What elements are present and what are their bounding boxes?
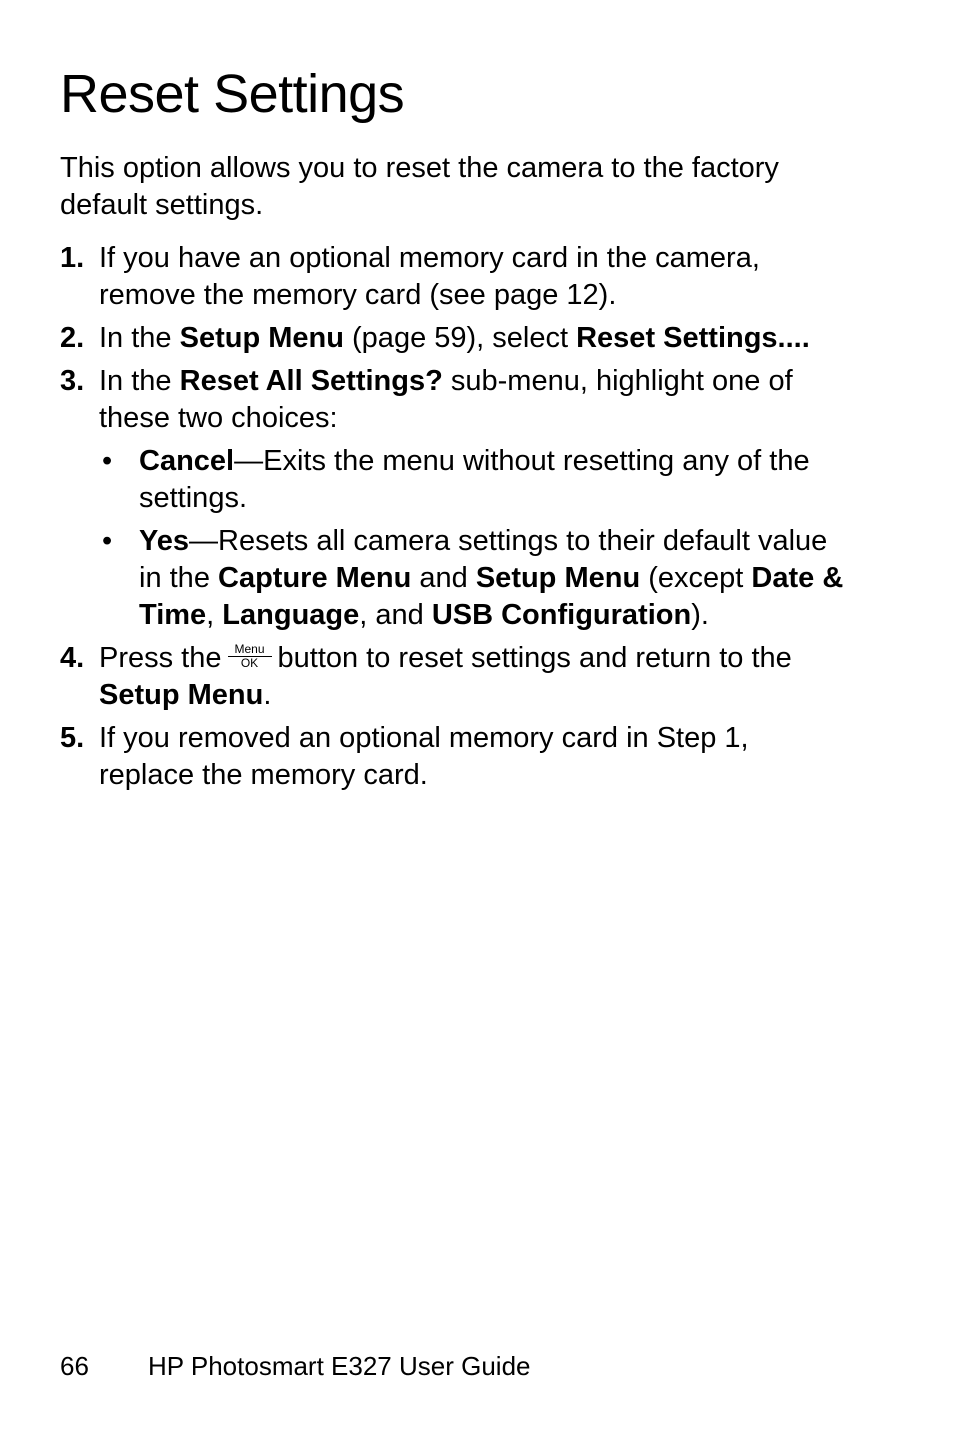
step-2 — [60, 320, 850, 357]
step-text: If you have an optional memory card in the camera, remove the memory card (see page 12). — [99, 242, 760, 311]
intro-paragraph: This option allows you to reset the camera to the factory default settings. — [60, 152, 779, 221]
step-number: 1. — [60, 242, 85, 274]
choice-yes — [99, 523, 850, 634]
choice-description: ). — [691, 599, 709, 631]
submenu-name: Reset All Settings? — [179, 365, 443, 397]
step-number: 2. — [60, 322, 85, 354]
choice-description: and — [411, 562, 476, 594]
setting-name: Date & Time — [139, 562, 844, 631]
choice-description: —Resets all camera settings to their default value in the — [139, 525, 828, 594]
step-1 — [60, 240, 850, 314]
setting-name: USB Configuration — [431, 599, 692, 631]
step-3 — [60, 363, 850, 634]
steps-list — [60, 240, 850, 800]
step-number: 5. — [60, 722, 85, 754]
choice-label: Cancel — [139, 445, 235, 477]
page-footer — [60, 1350, 530, 1382]
step-text: (page 59), select — [343, 322, 577, 354]
step-text: In the — [99, 322, 180, 354]
step-text: button to reset settings and return to the — [277, 642, 792, 674]
page-title: Reset Settings — [60, 64, 405, 124]
menu-name: Setup Menu — [475, 562, 641, 594]
step-text: In the — [99, 365, 180, 397]
step-number: 4. — [60, 642, 85, 674]
bullet-dot: • — [102, 445, 113, 477]
menu-ok-icon-top: Menu — [228, 643, 272, 657]
choice-description: (except — [640, 562, 752, 594]
page-number: 66 — [60, 1351, 89, 1381]
step-number: 3. — [60, 365, 85, 397]
bullet-dot: • — [102, 525, 113, 557]
menu-name: Setup Menu — [179, 322, 344, 354]
step-5 — [60, 720, 850, 794]
guide-title: HP Photosmart E327 User Guide — [148, 1351, 531, 1381]
menu-name: Setup Menu — [99, 679, 264, 711]
step-text: . — [263, 679, 272, 711]
setting-name: Language — [222, 599, 360, 631]
choices-list — [99, 443, 850, 634]
menu-ok-icon-bottom: OK — [240, 655, 259, 670]
choice-description: , — [206, 599, 223, 631]
choice-label: Yes — [139, 525, 189, 557]
choice-description: , and — [359, 599, 432, 631]
step-text: sub-menu, highlight one of these two choices: — [99, 365, 793, 434]
step-text: If you removed an optional memory card in Step 1, replace the memory card. — [99, 722, 749, 791]
choice-description: —Exits the menu without resetting any of the settings. — [139, 445, 810, 514]
menu-option: Reset Settings.... — [576, 322, 810, 354]
step-text: Press the — [99, 642, 222, 674]
menu-ok-button-icon — [228, 643, 272, 670]
step-4 — [60, 640, 850, 714]
choice-cancel — [99, 443, 850, 517]
menu-name: Capture Menu — [218, 562, 412, 594]
